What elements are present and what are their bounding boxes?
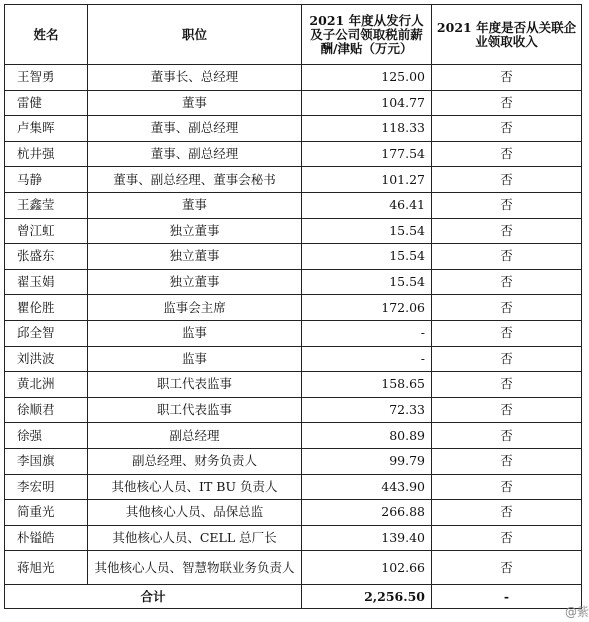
table-row [5, 90, 582, 116]
cell-position: 副总经理、财务负责人 [88, 448, 302, 474]
table-row [5, 372, 582, 398]
cell-related: 否 [432, 397, 582, 423]
table-row [5, 141, 582, 167]
cell-position: 董事、副总经理 [88, 116, 302, 142]
header-row [5, 5, 582, 65]
header-name: 姓名 [5, 5, 88, 65]
cell-related: 否 [432, 90, 582, 116]
cell-position: 董事 [88, 192, 302, 218]
cell-salary: 46.41 [302, 192, 432, 218]
table-row [5, 167, 582, 193]
table-row [5, 551, 582, 585]
cell-position: 董事长、总经理 [88, 65, 302, 91]
table-row [5, 448, 582, 474]
cell-name: 杭井强 [5, 141, 88, 167]
cell-related: 否 [432, 295, 582, 321]
cell-name: 黄北洲 [5, 372, 88, 398]
cell-position: 监事会主席 [88, 295, 302, 321]
cell-salary: - [302, 346, 432, 372]
cell-position: 其他核心人员、IT BU 负责人 [88, 474, 302, 500]
cell-name: 徐顺君 [5, 397, 88, 423]
cell-name: 王智勇 [5, 65, 88, 91]
cell-related: 否 [432, 474, 582, 500]
table-row [5, 346, 582, 372]
table-row [5, 320, 582, 346]
cell-name: 邱全智 [5, 320, 88, 346]
table-row [5, 423, 582, 449]
cell-position: 董事、副总经理、董事会秘书 [88, 167, 302, 193]
cell-position: 监事 [88, 320, 302, 346]
cell-salary: 139.40 [302, 525, 432, 551]
cell-related: 否 [432, 65, 582, 91]
cell-related: 否 [432, 500, 582, 526]
cell-name: 简重光 [5, 500, 88, 526]
watermark: @紫 [564, 605, 589, 619]
cell-position: 其他核心人员、品保总监 [88, 500, 302, 526]
cell-name: 蒋旭光 [5, 551, 88, 585]
cell-salary: 15.54 [302, 269, 432, 295]
table-row [5, 192, 582, 218]
total-label: 合计 [5, 585, 302, 609]
header-salary: 2021 年度从发行人及子公司领取税前薪酬/津贴（万元） [302, 5, 432, 65]
cell-salary: 101.27 [302, 167, 432, 193]
cell-related: 否 [432, 141, 582, 167]
cell-salary: 177.54 [302, 141, 432, 167]
cell-salary: 72.33 [302, 397, 432, 423]
cell-name: 雷健 [5, 90, 88, 116]
cell-name: 王鑫莹 [5, 192, 88, 218]
header-position: 职位 [88, 5, 302, 65]
cell-position: 独立董事 [88, 218, 302, 244]
cell-related: 否 [432, 372, 582, 398]
cell-name: 翟玉娟 [5, 269, 88, 295]
cell-related: 否 [432, 551, 582, 585]
cell-related: 否 [432, 167, 582, 193]
cell-position: 其他核心人员、智慧物联业务负责人 [88, 551, 302, 585]
cell-name: 瞿伦胜 [5, 295, 88, 321]
cell-related: 否 [432, 244, 582, 270]
cell-related: 否 [432, 192, 582, 218]
cell-related: 否 [432, 218, 582, 244]
cell-salary: 118.33 [302, 116, 432, 142]
total-salary: 2,256.50 [302, 585, 432, 609]
cell-position: 独立董事 [88, 244, 302, 270]
cell-position: 职工代表监事 [88, 397, 302, 423]
table-row [5, 500, 582, 526]
cell-salary: 80.89 [302, 423, 432, 449]
cell-related: 否 [432, 320, 582, 346]
cell-salary: 443.90 [302, 474, 432, 500]
cell-salary: 158.65 [302, 372, 432, 398]
cell-position: 董事、副总经理 [88, 141, 302, 167]
cell-salary: - [302, 320, 432, 346]
table-row [5, 525, 582, 551]
total-row [5, 585, 582, 609]
cell-position: 副总经理 [88, 423, 302, 449]
cell-position: 独立董事 [88, 269, 302, 295]
table-row [5, 269, 582, 295]
table-row [5, 218, 582, 244]
cell-name: 卢集晖 [5, 116, 88, 142]
cell-name: 曾江虹 [5, 218, 88, 244]
cell-salary: 15.54 [302, 218, 432, 244]
cell-name: 朴镒皓 [5, 525, 88, 551]
cell-related: 否 [432, 525, 582, 551]
cell-position: 其他核心人员、CELL 总厂长 [88, 525, 302, 551]
cell-name: 李宏明 [5, 474, 88, 500]
cell-salary: 99.79 [302, 448, 432, 474]
cell-related: 否 [432, 346, 582, 372]
salary-table [4, 4, 582, 609]
cell-salary: 15.54 [302, 244, 432, 270]
cell-position: 职工代表监事 [88, 372, 302, 398]
table-row [5, 474, 582, 500]
cell-name: 张盛东 [5, 244, 88, 270]
header-related: 2021 年度是否从关联企业领取收入 [432, 5, 582, 65]
cell-name: 李国旗 [5, 448, 88, 474]
table-row [5, 295, 582, 321]
cell-salary: 172.06 [302, 295, 432, 321]
table-row [5, 116, 582, 142]
table-row [5, 244, 582, 270]
cell-salary: 104.77 [302, 90, 432, 116]
cell-position: 监事 [88, 346, 302, 372]
cell-salary: 102.66 [302, 551, 432, 585]
cell-related: 否 [432, 269, 582, 295]
cell-name: 徐强 [5, 423, 88, 449]
cell-position: 董事 [88, 90, 302, 116]
cell-related: 否 [432, 116, 582, 142]
cell-related: 否 [432, 448, 582, 474]
cell-salary: 266.88 [302, 500, 432, 526]
table-row [5, 65, 582, 91]
total-related: - [432, 585, 582, 609]
table-row [5, 397, 582, 423]
cell-related: 否 [432, 423, 582, 449]
cell-name: 马静 [5, 167, 88, 193]
cell-name: 刘洪波 [5, 346, 88, 372]
cell-salary: 125.00 [302, 65, 432, 91]
